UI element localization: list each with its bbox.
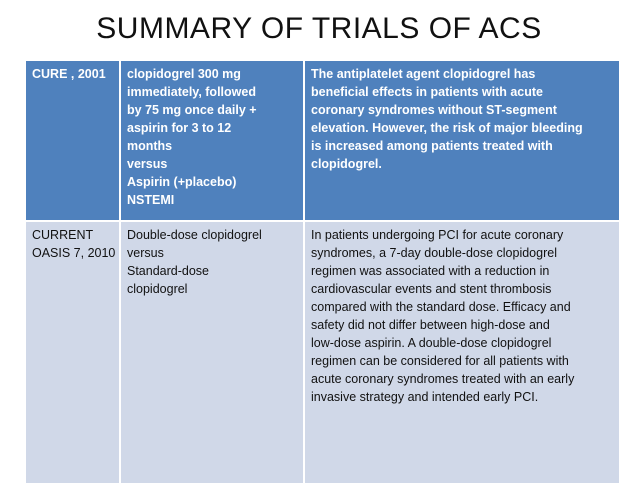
regimen-line: Standard-dose	[127, 264, 210, 278]
trial-name-line: CURRENT	[32, 228, 94, 242]
conclusion-line: acute coronary syndromes treated with an early	[311, 372, 575, 386]
trial-name-line: OASIS 7, 2010	[32, 246, 116, 260]
trial-name: CURE , 2001	[32, 67, 106, 81]
regimen-cell	[120, 221, 304, 484]
regimen-line: by 75 mg once daily +	[127, 103, 257, 117]
regimen-line: versus	[127, 246, 164, 260]
regimen-line: versus	[127, 157, 168, 171]
conclusion-line: elevation. However, the risk of major bleeding	[311, 121, 583, 135]
table-row-current-oasis	[25, 221, 620, 484]
regimen-line: Aspirin (+placebo)	[127, 175, 237, 189]
conclusion-line: beneficial effects in patients with acute	[311, 85, 544, 99]
conclusion-line: low-dose aspirin. A double-dose clopidogrel	[311, 336, 552, 350]
regimen-line: immediately, followed	[127, 85, 256, 99]
conclusion-line: regimen was associated with a reduction in	[311, 264, 550, 278]
conclusion-line: coronary syndromes without ST-segment	[311, 103, 557, 117]
conclusion-line: is increased among patients treated with	[311, 139, 553, 153]
trials-table	[24, 59, 621, 485]
conclusion-line: syndromes, a 7-day double-dose clopidogrel	[311, 246, 557, 260]
conclusion-line: The antiplatelet agent clopidogrel has	[311, 67, 536, 81]
conclusion-line: safety did not differ between high-dose and	[311, 318, 550, 332]
slide-title: SUMMARY OF TRIALS OF ACS	[96, 12, 542, 45]
regimen-line: clopidogrel 300 mg	[127, 67, 241, 81]
conclusion-line: compared with the standard dose. Efficacy and	[311, 300, 571, 314]
conclusion-line: regimen can be considered for all patients with	[311, 354, 569, 368]
regimen-line: Double-dose clopidogrel	[127, 228, 262, 242]
regimen-line: aspirin for 3 to 12	[127, 121, 232, 135]
conclusion-cell	[304, 60, 620, 221]
trial-name-cell	[25, 221, 120, 484]
conclusion-cell	[304, 221, 620, 484]
trial-name-cell	[25, 60, 120, 221]
conclusion-line: invasive strategy and intended early PCI.	[311, 390, 539, 404]
regimen-line: clopidogrel	[127, 282, 188, 296]
regimen-cell	[120, 60, 304, 221]
regimen-line: months	[127, 139, 173, 153]
table-row-cure	[25, 60, 620, 221]
conclusion-line: In patients undergoing PCI for acute coronary	[311, 228, 564, 242]
regimen-line: NSTEMI	[127, 193, 175, 207]
conclusion-line: cardiovascular events and stent thrombosis	[311, 282, 552, 296]
conclusion-line: clopidogrel.	[311, 157, 382, 171]
